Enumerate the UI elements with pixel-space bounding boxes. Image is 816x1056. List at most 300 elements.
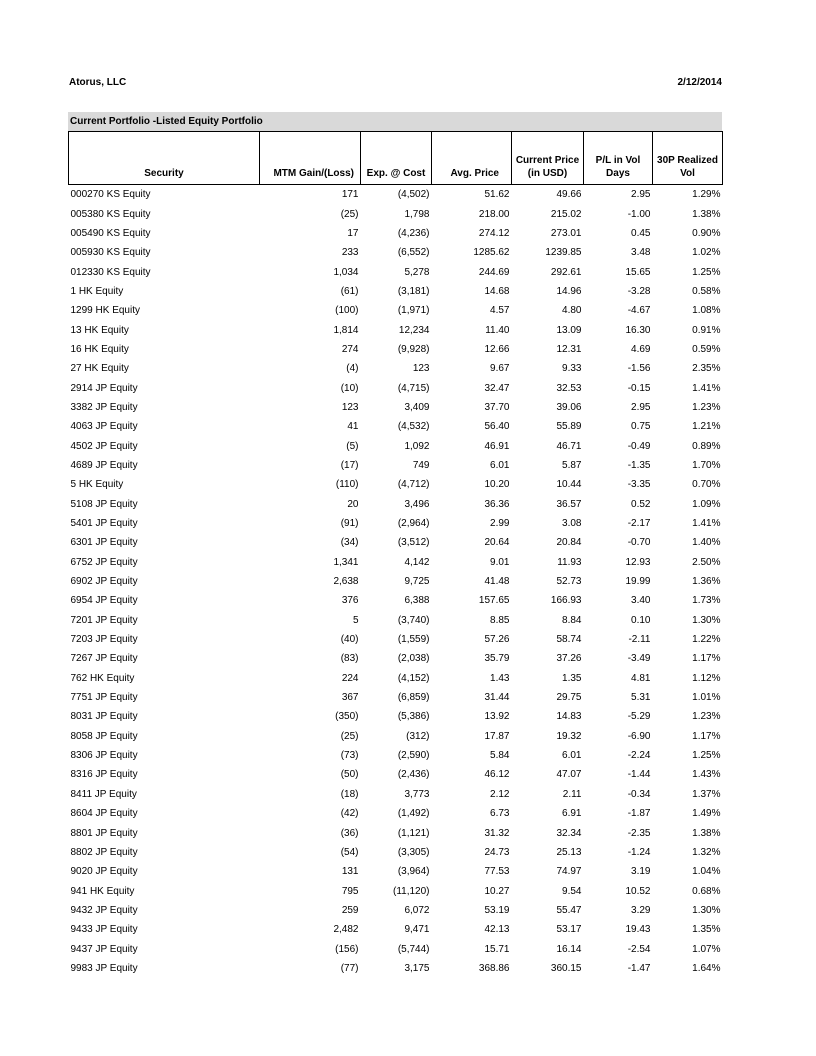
cell-pl-vol-days: -5.29: [627, 711, 651, 723]
cell-current-price: 37.26: [556, 653, 582, 665]
cell-security: 8604 JP Equity: [70, 808, 138, 820]
table-row: [69, 611, 723, 630]
cell-avg-price: 42.13: [484, 924, 510, 936]
cell-avg-price: 31.32: [484, 827, 510, 839]
cell-exposure: 6,388: [404, 595, 430, 607]
cell-current-price: 11.93: [557, 556, 582, 568]
cell-pl-vol-days: -2.35: [627, 827, 651, 839]
cell-pl-vol-days: 19.43: [625, 924, 651, 936]
cell-mtm: (91): [340, 518, 359, 530]
cell-exposure: (3,181): [397, 285, 430, 297]
cell-mtm: (34): [340, 537, 359, 549]
cell-exposure: (3,740): [397, 614, 430, 626]
cell-realized-vol: 1.37%: [692, 788, 721, 800]
cell-realized-vol: 1.07%: [692, 943, 721, 955]
cell-avg-price: 8.85: [490, 614, 510, 626]
cell-pl-vol-days: 3.29: [631, 904, 651, 916]
cell-mtm: (50): [340, 769, 359, 781]
cell-realized-vol: 1.23%: [692, 401, 721, 413]
cell-realized-vol: 1.64%: [692, 962, 721, 974]
cell-mtm: (73): [340, 750, 359, 762]
cell-security: 16 HK Equity: [70, 343, 129, 355]
cell-avg-price: 77.53: [484, 866, 510, 878]
table-row: [69, 765, 723, 784]
table-row: [69, 707, 723, 726]
table-header-row: [69, 132, 723, 185]
cell-avg-price: 9.01: [490, 556, 510, 568]
cell-avg-price: 14.68: [484, 285, 510, 297]
table-body: [69, 185, 723, 979]
cell-current-price: 52.73: [556, 576, 582, 588]
table-row: [69, 456, 723, 475]
cell-avg-price: 17.87: [484, 730, 510, 742]
table-row: [69, 340, 723, 359]
cell-current-price: 5.87: [562, 459, 582, 471]
cell-current-price: 9.33: [562, 363, 582, 375]
cell-security: 8058 JP Equity: [70, 730, 138, 742]
cell-pl-vol-days: -2.11: [628, 634, 651, 646]
cell-pl-vol-days: -1.35: [627, 459, 651, 471]
cell-exposure: 3,496: [404, 498, 430, 510]
cell-avg-price: 11.40: [485, 324, 510, 336]
cell-realized-vol: 1.73%: [692, 595, 721, 607]
cell-avg-price: 57.26: [484, 634, 510, 646]
cell-current-price: 12.31: [556, 343, 582, 355]
cell-current-price: 1239.85: [545, 247, 582, 259]
cell-pl-vol-days: -0.34: [627, 788, 651, 800]
table-row: [69, 514, 723, 533]
cell-exposure: 9,471: [404, 924, 430, 936]
table-row: [69, 843, 723, 862]
cell-avg-price: 56.40: [484, 421, 510, 433]
table-row: [69, 823, 723, 842]
cell-security: 4502 JP Equity: [70, 440, 138, 452]
cell-exposure: (9,928): [397, 343, 430, 355]
cell-avg-price: 15.71: [484, 943, 510, 955]
table-row: [69, 436, 723, 455]
cell-avg-price: 218.00: [478, 208, 510, 220]
cell-mtm: 376: [341, 595, 359, 607]
cell-avg-price: 2.12: [490, 788, 510, 800]
cell-pl-vol-days: -0.70: [627, 537, 651, 549]
cell-realized-vol: 1.38%: [692, 208, 721, 220]
cell-mtm: 367: [341, 692, 359, 704]
cell-avg-price: 10.27: [484, 885, 510, 897]
cell-current-price: 2.11: [562, 788, 582, 800]
column-header-exposure: Exp. @ Cost: [361, 132, 432, 185]
cell-mtm: 274: [341, 343, 359, 355]
cell-mtm: 20: [347, 498, 359, 510]
cell-pl-vol-days: 0.75: [631, 421, 651, 433]
cell-security: 2914 JP Equity: [70, 382, 138, 394]
cell-current-price: 360.15: [550, 962, 582, 974]
table-row: [69, 185, 723, 205]
cell-mtm: (100): [335, 305, 359, 317]
cell-exposure: (11,120): [392, 885, 430, 897]
cell-avg-price: 1.43: [490, 672, 510, 684]
cell-pl-vol-days: -4.67: [627, 305, 651, 317]
cell-pl-vol-days: -3.49: [627, 653, 651, 665]
cell-security: 7203 JP Equity: [70, 634, 138, 646]
cell-avg-price: 157.65: [478, 595, 510, 607]
cell-mtm: (83): [340, 653, 359, 665]
cell-exposure: (1,559): [397, 634, 430, 646]
cell-avg-price: 6.73: [490, 808, 510, 820]
cell-security: 762 HK Equity: [70, 672, 135, 684]
cell-realized-vol: 1.09%: [692, 498, 721, 510]
cell-security: 8031 JP Equity: [70, 711, 138, 723]
cell-exposure: (4,532): [397, 421, 430, 433]
table-row: [69, 495, 723, 514]
column-header-mtm: MTM Gain/(Loss): [260, 132, 361, 185]
cell-security: 6301 JP Equity: [70, 537, 138, 549]
cell-security: 5 HK Equity: [70, 479, 124, 491]
cell-mtm: 233: [341, 247, 359, 259]
column-header-current-price: [512, 132, 584, 185]
cell-pl-vol-days: -1.56: [627, 363, 651, 375]
cell-exposure: (2,964): [397, 518, 430, 530]
cell-security: 27 HK Equity: [70, 363, 129, 375]
cell-security: 9432 JP Equity: [70, 904, 138, 916]
portfolio-table: [68, 131, 723, 978]
cell-current-price: 6.91: [562, 808, 582, 820]
cell-avg-price: 41.48: [484, 576, 510, 588]
cell-current-price: 47.07: [556, 769, 582, 781]
cell-security: 13 HK Equity: [70, 324, 129, 336]
table-row: [69, 746, 723, 765]
cell-pl-vol-days: -2.54: [627, 943, 651, 955]
cell-exposure: (4,236): [397, 227, 430, 239]
cell-pl-vol-days: 3.40: [631, 595, 651, 607]
table-row: [69, 669, 723, 688]
table-row: [69, 862, 723, 881]
cell-mtm: (77): [340, 962, 359, 974]
cell-security: 4689 JP Equity: [70, 459, 138, 471]
cell-pl-vol-days: -6.90: [627, 730, 651, 742]
cell-current-price: 6.01: [562, 750, 582, 762]
cell-current-price: 8.84: [562, 614, 582, 626]
cell-pl-vol-days: -0.49: [627, 440, 651, 452]
cell-realized-vol: 1.70%: [692, 459, 721, 471]
cell-avg-price: 24.73: [484, 846, 510, 858]
cell-avg-price: 368.86: [478, 962, 510, 974]
cell-mtm: 41: [347, 421, 359, 433]
cell-mtm: 224: [341, 672, 359, 684]
cell-current-price: 166.93: [550, 595, 582, 607]
cell-security: 7201 JP Equity: [70, 614, 138, 626]
table-row: [69, 320, 723, 339]
cell-exposure: (1,121): [397, 827, 430, 839]
table-row: [69, 243, 723, 262]
cell-mtm: 17: [347, 227, 359, 239]
cell-exposure: (3,964): [397, 866, 430, 878]
cell-security: 8801 JP Equity: [70, 827, 138, 839]
cell-current-price: 49.66: [556, 189, 582, 201]
cell-current-price: 9.54: [562, 885, 582, 897]
cell-avg-price: 274.12: [478, 227, 510, 239]
cell-avg-price: 32.47: [484, 382, 510, 394]
cell-current-price: 36.57: [556, 498, 582, 510]
cell-exposure: (4,502): [397, 189, 430, 201]
cell-avg-price: 5.84: [490, 750, 510, 762]
table-row: [69, 282, 723, 301]
cell-realized-vol: 1.30%: [692, 904, 721, 916]
table-row: [69, 475, 723, 494]
cell-security: 9020 JP Equity: [70, 866, 138, 878]
cell-current-price: 19.32: [556, 730, 582, 742]
cell-security: 9433 JP Equity: [70, 924, 138, 936]
cell-mtm: (18): [340, 788, 359, 800]
cell-avg-price: 37.70: [484, 401, 510, 413]
cell-mtm: 795: [341, 885, 359, 897]
cell-current-price: 46.71: [556, 440, 582, 452]
cell-exposure: 749: [412, 459, 430, 471]
cell-pl-vol-days: 2.95: [631, 189, 651, 201]
cell-mtm: 259: [341, 904, 359, 916]
cell-pl-vol-days: 16.30: [625, 324, 651, 336]
cell-mtm: 5: [352, 614, 359, 626]
table-row: [69, 727, 723, 746]
cell-exposure: 3,175: [404, 962, 430, 974]
cell-realized-vol: 0.91%: [692, 324, 721, 336]
cell-pl-vol-days: -0.15: [627, 382, 651, 394]
cell-current-price: 1.35: [562, 672, 582, 684]
cell-realized-vol: 1.38%: [692, 827, 721, 839]
table-row: [69, 204, 723, 223]
table-row: [69, 804, 723, 823]
cell-realized-vol: 1.01%: [692, 692, 721, 704]
cell-exposure: (1,971): [397, 305, 430, 317]
cell-avg-price: 36.36: [484, 498, 510, 510]
cell-realized-vol: 1.17%: [692, 730, 721, 742]
cell-security: 8802 JP Equity: [70, 846, 138, 858]
cell-exposure: 123: [412, 363, 430, 375]
cell-security: 6902 JP Equity: [70, 576, 138, 588]
cell-pl-vol-days: -1.44: [627, 769, 651, 781]
cell-mtm: (25): [340, 730, 359, 742]
cell-pl-vol-days: -3.28: [627, 285, 651, 297]
cell-current-price: 58.74: [556, 634, 582, 646]
column-header-realized-vol: [653, 132, 723, 185]
cell-current-price: 14.83: [556, 711, 582, 723]
cell-current-price: 29.75: [556, 692, 582, 704]
cell-avg-price: 20.64: [484, 537, 510, 549]
cell-realized-vol: 1.12%: [692, 672, 721, 684]
cell-avg-price: 46.12: [484, 769, 510, 781]
column-header-pl-line1: P/L in Vol: [595, 155, 641, 166]
cell-pl-vol-days: 3.48: [631, 247, 651, 259]
cell-pl-vol-days: 4.69: [631, 343, 651, 355]
cell-current-price: 25.13: [556, 846, 582, 858]
cell-pl-vol-days: -1.47: [627, 962, 651, 974]
cell-exposure: 9,725: [404, 576, 430, 588]
cell-realized-vol: 2.50%: [692, 556, 721, 568]
cell-security: 7751 JP Equity: [70, 692, 138, 704]
section-title: Current Portfolio -Listed Equity Portfolio: [68, 112, 722, 131]
cell-mtm: 171: [341, 189, 359, 201]
table-row: [69, 920, 723, 939]
cell-exposure: 3,773: [404, 788, 430, 800]
cell-exposure: (2,436): [397, 769, 430, 781]
column-header-pl-line2: Days: [606, 168, 630, 179]
cell-mtm: (40): [340, 634, 359, 646]
cell-realized-vol: 1.04%: [692, 866, 721, 878]
cell-pl-vol-days: -1.00: [627, 208, 651, 220]
cell-mtm: 1,034: [333, 266, 359, 278]
cell-current-price: 39.06: [556, 401, 582, 413]
cell-realized-vol: 1.29%: [692, 189, 721, 201]
column-header-avg-price: Avg. Price: [432, 132, 512, 185]
cell-exposure: (4,715): [397, 382, 430, 394]
cell-realized-vol: 0.89%: [692, 440, 721, 452]
cell-current-price: 13.09: [556, 324, 582, 336]
cell-realized-vol: 1.22%: [692, 634, 721, 646]
cell-realized-vol: 1.41%: [692, 518, 721, 530]
cell-security: 9437 JP Equity: [70, 943, 138, 955]
cell-realized-vol: 1.30%: [692, 614, 721, 626]
cell-security: 9983 JP Equity: [70, 962, 138, 974]
table-row: [69, 688, 723, 707]
cell-mtm: (36): [340, 827, 359, 839]
cell-security: 7267 JP Equity: [70, 653, 138, 665]
cell-current-price: 273.01: [550, 227, 582, 239]
cell-exposure: (6,859): [397, 692, 430, 704]
cell-avg-price: 1285.62: [473, 247, 510, 259]
cell-avg-price: 10.20: [484, 479, 510, 491]
table-row: [69, 262, 723, 281]
column-header-rv-line2: Vol: [680, 168, 695, 179]
cell-mtm: (42): [340, 808, 359, 820]
cell-current-price: 55.89: [556, 421, 582, 433]
cell-current-price: 16.14: [556, 943, 582, 955]
cell-security: 1 HK Equity: [70, 285, 124, 297]
table-row: [69, 553, 723, 572]
cell-exposure: (6,552): [397, 247, 430, 259]
cell-mtm: (61): [340, 285, 359, 297]
table-row: [69, 417, 723, 436]
cell-exposure: 1,798: [404, 208, 430, 220]
column-header-current-price-line1: Current Price: [515, 155, 580, 166]
cell-mtm: 123: [341, 401, 359, 413]
cell-exposure: 3,409: [404, 401, 430, 413]
cell-mtm: (25): [340, 208, 359, 220]
cell-mtm: 1,814: [333, 324, 359, 336]
cell-mtm: (110): [335, 479, 359, 491]
cell-exposure: (5,386): [397, 711, 430, 723]
cell-security: 012330 KS Equity: [70, 266, 151, 278]
cell-security: 6954 JP Equity: [70, 595, 138, 607]
table-row: [69, 785, 723, 804]
cell-pl-vol-days: 12.93: [625, 556, 651, 568]
cell-avg-price: 35.79: [484, 653, 510, 665]
cell-mtm: 2,638: [333, 576, 359, 588]
cell-realized-vol: 0.70%: [692, 479, 721, 491]
column-header-security: Security: [69, 132, 260, 185]
cell-security: 005930 KS Equity: [70, 247, 151, 259]
cell-realized-vol: 1.35%: [692, 924, 721, 936]
cell-current-price: 32.53: [556, 382, 582, 394]
cell-current-price: 55.47: [556, 904, 582, 916]
cell-exposure: (2,590): [397, 750, 430, 762]
cell-mtm: (10): [340, 382, 359, 394]
cell-avg-price: 6.01: [490, 459, 510, 471]
cell-security: 005380 KS Equity: [70, 208, 151, 220]
table-row: [69, 572, 723, 591]
cell-exposure: (1,492): [397, 808, 430, 820]
column-header-rv-line1: 30P Realized: [657, 155, 718, 166]
cell-pl-vol-days: 5.31: [631, 692, 651, 704]
cell-avg-price: 2.99: [490, 518, 510, 530]
cell-realized-vol: 2.35%: [692, 363, 721, 375]
cell-avg-price: 46.91: [484, 440, 510, 452]
cell-security: 6752 JP Equity: [70, 556, 138, 568]
cell-realized-vol: 1.49%: [692, 808, 721, 820]
cell-realized-vol: 1.08%: [692, 305, 721, 317]
cell-exposure: (312): [406, 730, 430, 742]
cell-exposure: 5,278: [404, 266, 430, 278]
cell-exposure: (2,038): [397, 653, 430, 665]
cell-exposure: (3,305): [397, 846, 430, 858]
column-header-current-price-line2: (in USD): [527, 168, 568, 179]
cell-realized-vol: 1.21%: [692, 421, 721, 433]
cell-exposure: (3,512): [397, 537, 430, 549]
cell-pl-vol-days: 0.10: [631, 614, 651, 626]
cell-pl-vol-days: 10.52: [625, 885, 651, 897]
cell-avg-price: 4.57: [490, 305, 510, 317]
cell-realized-vol: 1.36%: [692, 576, 721, 588]
cell-realized-vol: 1.02%: [692, 247, 721, 259]
cell-security: 4063 JP Equity: [70, 421, 138, 433]
cell-pl-vol-days: 2.95: [631, 401, 651, 413]
cell-mtm: (350): [335, 711, 359, 723]
column-header-pl-vol-days: [584, 132, 653, 185]
cell-pl-vol-days: -1.24: [627, 846, 651, 858]
table-row: [69, 398, 723, 417]
cell-exposure: (4,152): [397, 672, 430, 684]
cell-realized-vol: 1.32%: [692, 846, 721, 858]
cell-security: 5108 JP Equity: [70, 498, 138, 510]
cell-current-price: 4.80: [562, 305, 582, 317]
cell-security: 5401 JP Equity: [70, 518, 138, 530]
table-row: [69, 939, 723, 958]
cell-pl-vol-days: 0.45: [631, 227, 651, 239]
table-row: [69, 359, 723, 378]
cell-pl-vol-days: -2.24: [627, 750, 651, 762]
cell-realized-vol: 1.23%: [692, 711, 721, 723]
cell-security: 005490 KS Equity: [70, 227, 151, 239]
cell-security: 941 HK Equity: [70, 885, 135, 897]
cell-avg-price: 51.62: [484, 189, 510, 201]
cell-mtm: (54): [340, 846, 359, 858]
cell-exposure: 12,234: [398, 324, 430, 336]
cell-exposure: 6,072: [404, 904, 430, 916]
cell-security: 8411 JP Equity: [70, 788, 137, 800]
cell-avg-price: 53.19: [484, 904, 510, 916]
cell-avg-price: 31.44: [484, 692, 510, 704]
cell-pl-vol-days: 4.81: [631, 672, 651, 684]
cell-avg-price: 9.67: [490, 363, 510, 375]
cell-current-price: 53.17: [556, 924, 582, 936]
cell-mtm: 1,341: [333, 556, 359, 568]
cell-realized-vol: 1.43%: [692, 769, 721, 781]
table-row: [69, 591, 723, 610]
cell-realized-vol: 1.25%: [692, 750, 721, 762]
cell-current-price: 292.61: [550, 266, 582, 278]
cell-exposure: (4,712): [397, 479, 430, 491]
table-row: [69, 301, 723, 320]
cell-mtm: (4): [346, 363, 359, 375]
cell-current-price: 74.97: [556, 866, 582, 878]
